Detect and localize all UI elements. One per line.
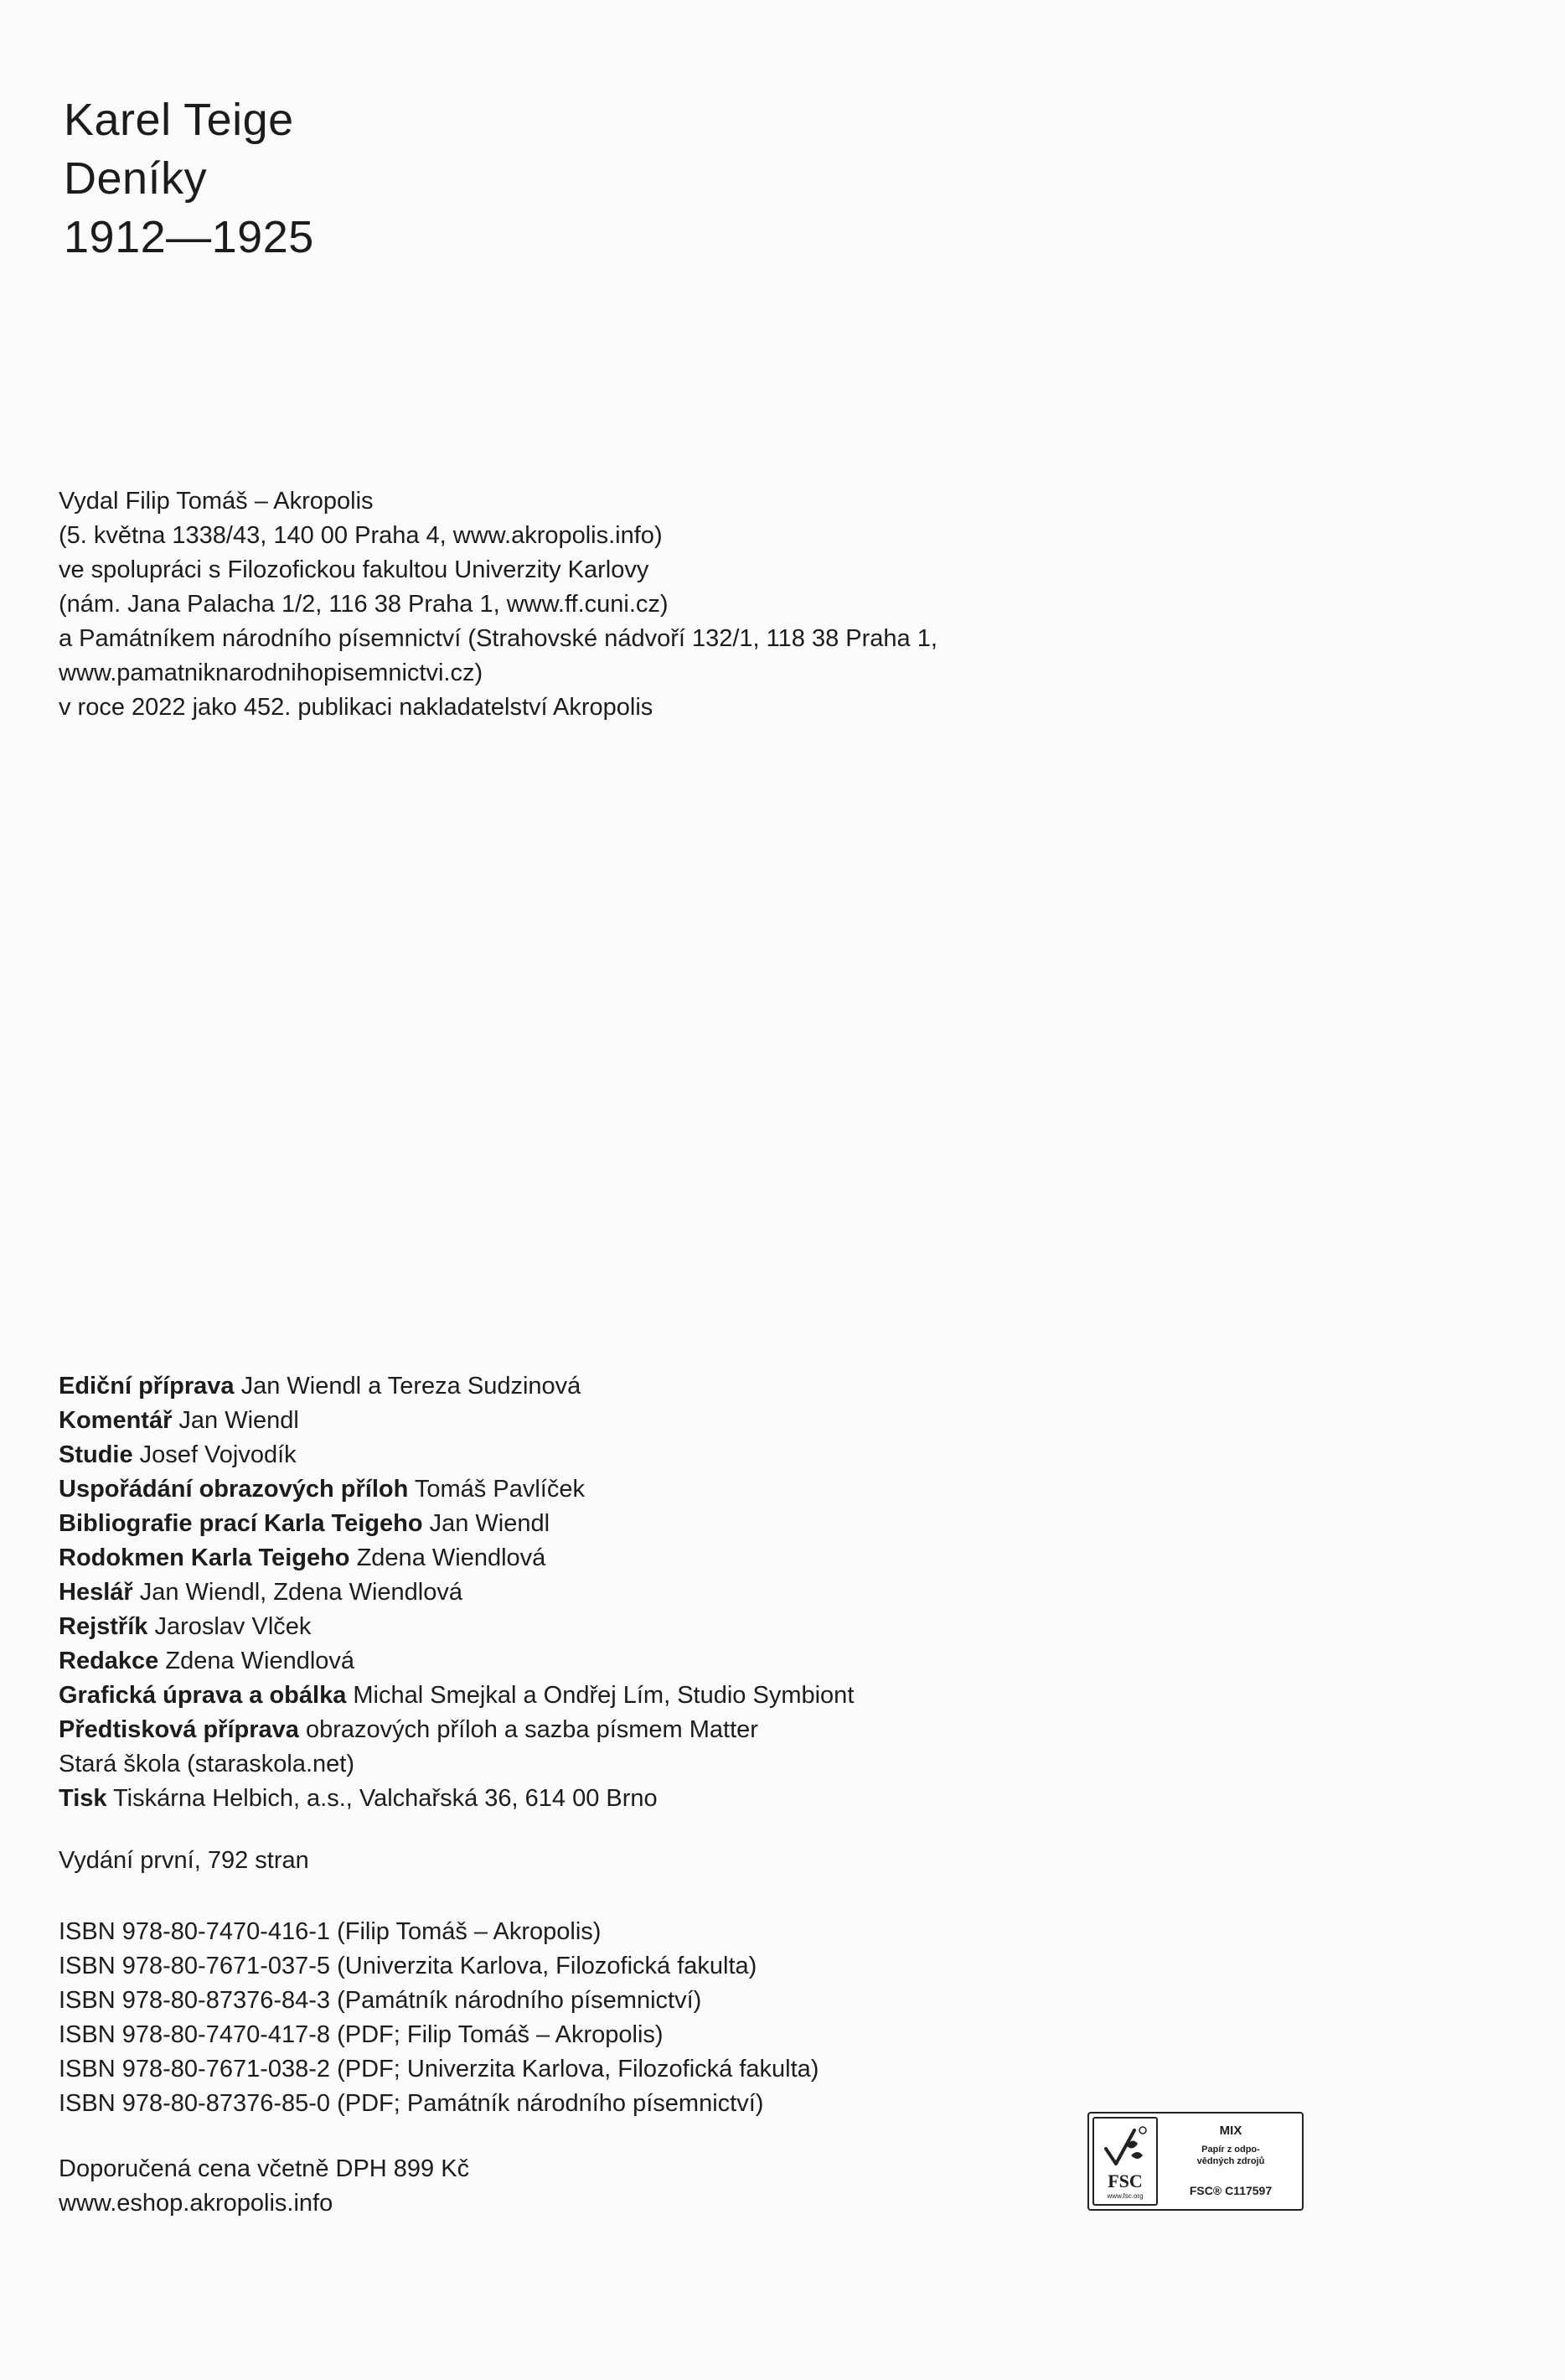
credit-value: Stará škola (staraskola.net) [59, 1751, 354, 1777]
credit-value: Zdena Wiendlová [158, 1648, 355, 1674]
isbn-line: ISBN 978-80-7470-417-8 (PDF; Filip Tomáš – Akropolis) [59, 2021, 664, 2048]
isbn-line: ISBN 978-80-87376-85-0 (PDF; Památník národního písemnictví) [59, 2090, 764, 2117]
credit-label: Rejstřík [59, 1613, 148, 1640]
fsc-source-line: Papír z odpo- [1201, 2145, 1260, 2155]
fsc-tree-check-icon [1101, 2124, 1149, 2170]
book-title-block [64, 91, 314, 266]
imprint-line: ve spolupráci s Filozofickou fakultou Univerzity Karlovy [59, 556, 649, 583]
fsc-brand: FSC [1108, 2170, 1143, 2191]
credit-label: Studie [59, 1441, 133, 1468]
isbn-line: ISBN 978-80-87376-84-3 (Památník národního písemnictví) [59, 1987, 702, 2014]
credit-line [59, 1404, 854, 1438]
credit-line [59, 1438, 854, 1472]
credit-line [59, 1369, 854, 1404]
imprint-line: v roce 2022 jako 452. publikaci nakladatelství Akropolis [59, 694, 653, 721]
credit-line [59, 1713, 854, 1747]
credit-value: Josef Vojvodík [132, 1441, 297, 1468]
credit-label: Tisk [59, 1785, 107, 1812]
credit-value: Zdena Wiendlová [349, 1544, 546, 1571]
credit-value: obrazových příloh a sazba písmem Matter [298, 1716, 758, 1743]
credit-value: Michal Smejkal a Ondřej Lím, Studio Symbiont [346, 1682, 855, 1709]
credit-value: Jan Wiendl [172, 1407, 299, 1434]
credit-label: Rodokmen Karla Teigeho [59, 1544, 350, 1571]
fsc-certification-label [1087, 2112, 1304, 2211]
fsc-code: FSC® C117597 [1189, 2184, 1273, 2197]
credit-line [59, 1644, 854, 1679]
credit-value: Jan Wiendl [422, 1510, 550, 1537]
credit-value: Jan Wiendl a Tereza Sudzinová [234, 1373, 581, 1400]
credit-line [59, 1541, 854, 1575]
credit-label: Komentář [59, 1407, 173, 1434]
credit-value: Tiskárna Helbich, a.s., Valchařská 36, 614 00 Brno [106, 1785, 658, 1812]
isbn-line: ISBN 978-80-7470-416-1 (Filip Tomáš – Akropolis) [59, 1918, 602, 1945]
credit-value: Tomáš Pavlíček [408, 1476, 585, 1503]
credit-label: Uspořádání obrazových příloh [59, 1476, 409, 1503]
imprint-line: (5. května 1338/43, 140 00 Praha 4, www.akropolis.info) [59, 522, 663, 549]
credits-list [59, 1369, 854, 1816]
publisher-imprint [59, 484, 937, 725]
isbn-line: ISBN 978-80-7671-038-2 (PDF; Univerzita Karlova, Filozofická fakulta) [59, 2056, 819, 2082]
eshop-link[interactable]: www.eshop.akropolis.info [59, 2190, 333, 2217]
fsc-logo [1092, 2117, 1158, 2206]
credit-label: Heslář [59, 1579, 133, 1606]
credit-line [59, 1472, 854, 1507]
fsc-url: www.fsc.org [1107, 2192, 1144, 2200]
book-author: Karel Teige [64, 95, 294, 145]
credit-value: Jaroslav Vlček [147, 1613, 312, 1640]
imprint-line: a Památníkem národního písemnictví (Strahovské nádvoří 132/1, 118 38 Praha 1, [59, 625, 937, 652]
credit-label: Redakce [59, 1648, 159, 1674]
isbn-list [59, 1915, 819, 2121]
fsc-mix: MIX [1219, 2124, 1242, 2138]
credit-line [59, 1610, 854, 1644]
credit-label: Předtisková příprava [59, 1716, 299, 1743]
fsc-source-line: vědných zdrojů [1196, 2156, 1265, 2166]
isbn-line: ISBN 978-80-7671-037-5 (Univerzita Karlova, Filozofická fakulta) [59, 1953, 757, 1979]
edition-line: Vydání první, 792 stran [59, 1847, 309, 1874]
price-line: Doporučená cena včetně DPH 899 Kč [59, 2155, 470, 2182]
credit-line [59, 1575, 854, 1610]
edition-info [59, 1844, 309, 1878]
imprint-line: www.pamatniknarodnihopisemnictvi.cz) [59, 660, 483, 686]
credit-label: Grafická úprava a obálka [59, 1682, 347, 1709]
credit-label: Bibliografie prací Karla Teigeho [59, 1510, 423, 1537]
credit-line [59, 1747, 854, 1782]
credit-line [59, 1507, 854, 1541]
credit-label: Ediční příprava [59, 1373, 235, 1400]
imprint-line: Vydal Filip Tomáš – Akropolis [59, 488, 374, 515]
credit-value: Jan Wiendl, Zdena Wiendlová [132, 1579, 462, 1606]
credit-line [59, 1679, 854, 1713]
price-info [59, 2152, 469, 2221]
credit-line [59, 1782, 854, 1816]
book-title: Deníky [64, 153, 208, 204]
fsc-source [1163, 2144, 1299, 2167]
imprint-line: (nám. Jana Palacha 1/2, 116 38 Praha 1, www.ff.cuni.cz) [59, 591, 669, 618]
book-years: 1912—1925 [64, 212, 314, 262]
